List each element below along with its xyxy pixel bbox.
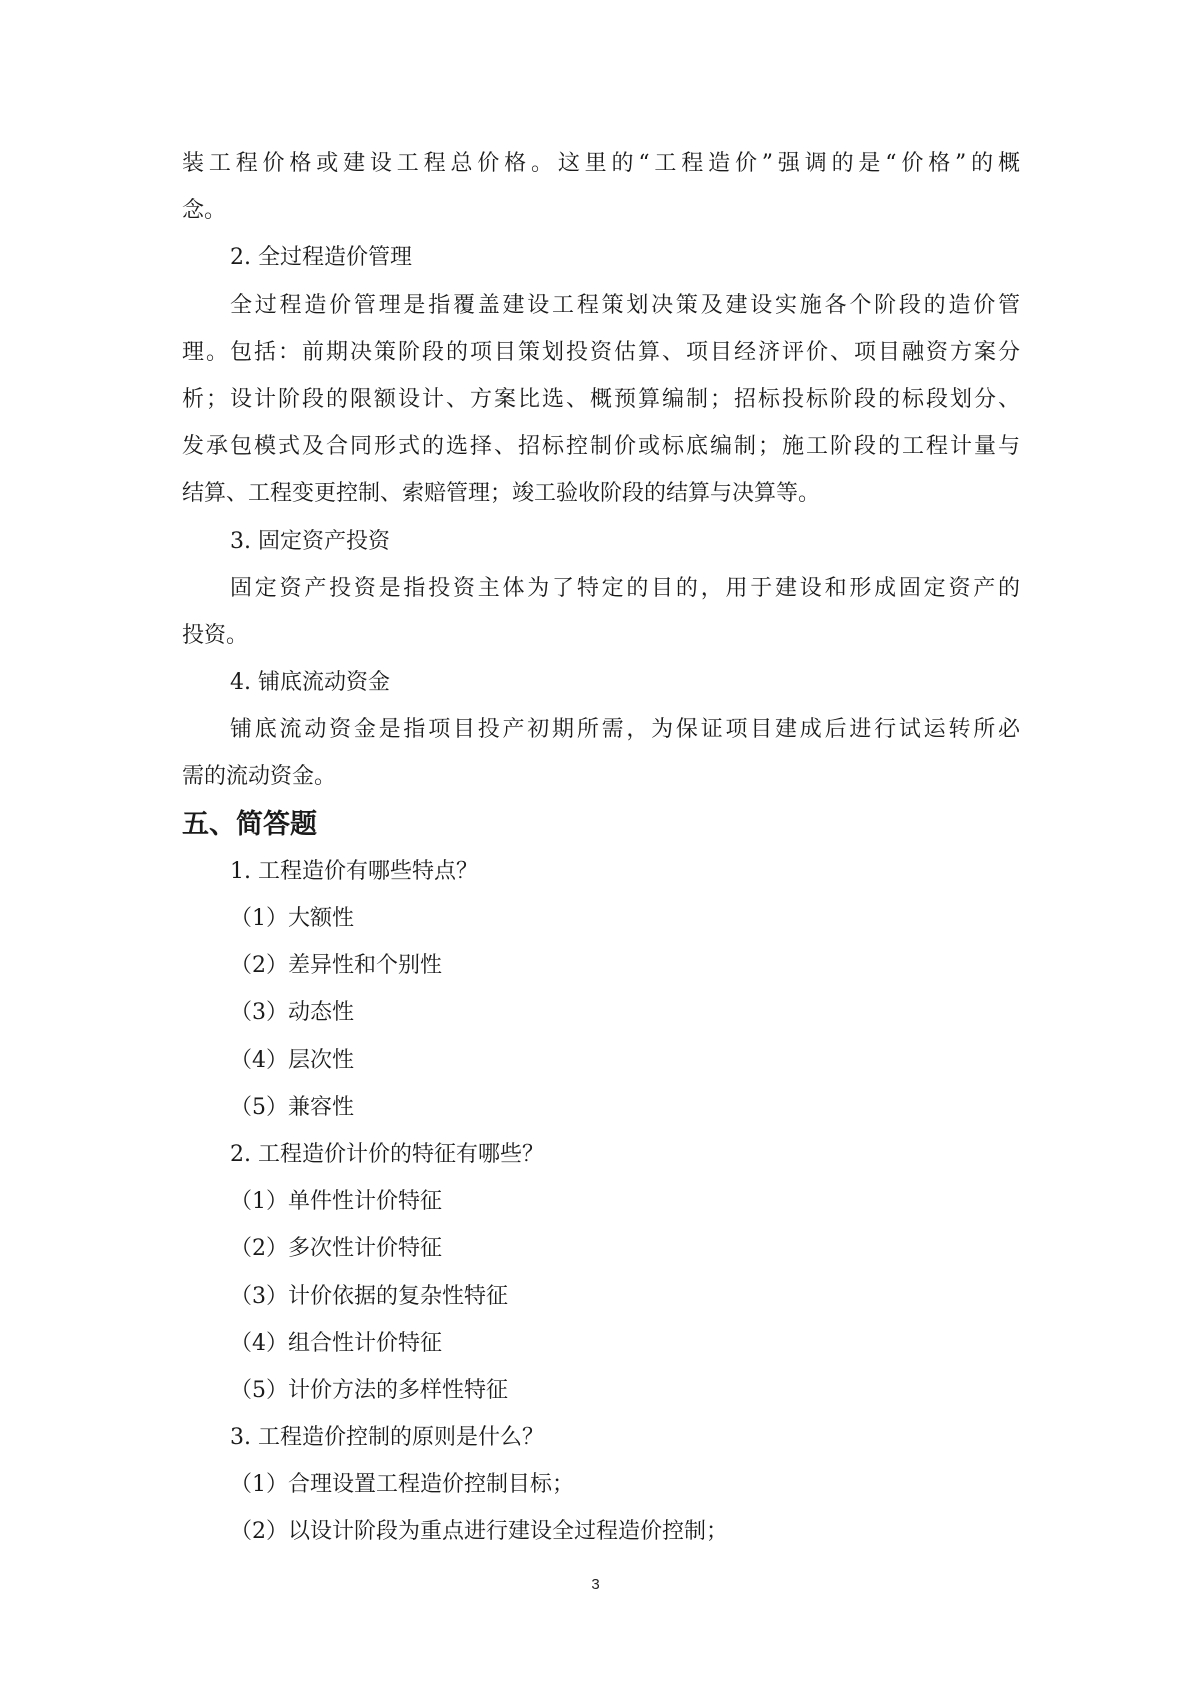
paragraph-line: 理。包括：前期决策阶段的项目策划投资估算、项目经济评价、项目融资方案分	[182, 339, 1020, 365]
list-item: （5）计价方法的多样性特征	[230, 1377, 508, 1403]
list-item: （1）大额性	[230, 906, 354, 931]
question-title: 3. 工程造价控制的原则是什么？	[230, 1425, 544, 1451]
paragraph-line: 结算、工程变更控制、索赔管理；竣工验收阶段的结算与决算等。	[182, 481, 821, 507]
page-number: 3	[591, 1576, 600, 1593]
list-item: （2）以设计阶段为重点进行建设全过程造价控制；	[230, 1519, 728, 1545]
paragraph-line: 念。	[182, 198, 227, 224]
page-content	[182, 140, 1020, 1556]
paragraph-line: 铺底流动资金是指项目投产初期所需，为保证项目建成后进行试运转所必	[230, 717, 1020, 743]
paragraph-line: 需的流动资金。	[182, 764, 337, 790]
term-title: 4. 铺底流动资金	[230, 670, 390, 696]
list-item: （3）计价依据的复杂性特征	[230, 1283, 508, 1309]
list-item: （4）组合性计价特征	[230, 1330, 442, 1356]
paragraph-line: 固定资产投资是指投资主体为了特定的目的，用于建设和形成固定资产的	[230, 575, 1020, 601]
list-item: （4）层次性	[230, 1047, 354, 1073]
term-title: 2. 全过程造价管理	[230, 245, 412, 271]
paragraph-line: 发承包模式及合同形式的选择、招标控制价或标底编制；施工阶段的工程计量与	[182, 434, 1020, 460]
paragraph-line: 全过程造价管理是指覆盖建设工程策划决策及建设实施各个阶段的造价管	[230, 292, 1020, 318]
paragraph-line: 析；设计阶段的限额设计、方案比选、概预算编制；招标投标阶段的标段划分、	[182, 386, 1020, 412]
section-heading: 五、简答题	[182, 808, 317, 840]
list-item: （3）动态性	[230, 1000, 354, 1026]
list-item: （2）差异性和个别性	[230, 953, 442, 979]
list-item: （5）兼容性	[230, 1094, 354, 1120]
list-item: （1）合理设置工程造价控制目标；	[230, 1472, 574, 1498]
list-item: （1）单件性计价特征	[230, 1189, 442, 1215]
question-title: 1. 工程造价有哪些特点？	[230, 858, 478, 884]
question-title: 2. 工程造价计价的特征有哪些？	[230, 1141, 544, 1167]
list-item: （2）多次性计价特征	[230, 1236, 442, 1262]
paragraph-line: 投资。	[182, 622, 249, 648]
term-title: 3. 固定资产投资	[230, 528, 390, 554]
paragraph-line: 装工程价格或建设工程总价格。这里的“工程造价”强调的是“价格”的概	[182, 151, 1020, 176]
